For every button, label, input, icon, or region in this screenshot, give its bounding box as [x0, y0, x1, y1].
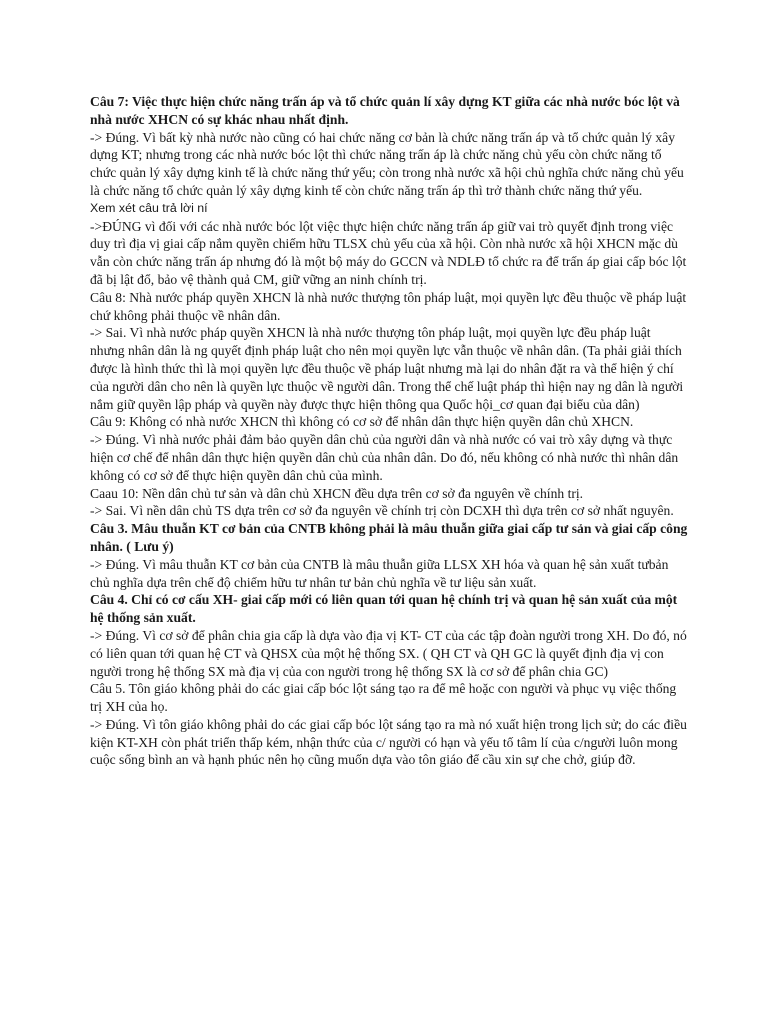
question-10-heading: Caau 10: Nền dân chủ tư sản và dân chủ XHCN đều dựa trên cơ sở đa nguyên về chính trị. — [90, 485, 584, 501]
question-5-answer: -> Đúng. Vì tôn giáo không phải do các giai cấp bóc lột sáng tạo ra mà nó xuất hiện trong lịch sử; do các điều kiện KT-XH còn phát triển thấp kém, nhận thức của c/ người có hạn và yếu tố tâm lí của c/người luôn mong cuộc sống bình an và hạnh phúc nên họ cũng muốn dựa vào tôn giáo để cầu xin sự che chở, giúp đỡ. — [90, 716, 687, 768]
question-7-answer: -> Đúng. Vì bất kỳ nhà nước nào cũng có hai chức năng cơ bản là chức năng trấn áp và tổ chức quản lý xây dựng KT; nhưng trong các nhà nước bóc lột thì chức năng trấn áp là chức năng chủ yếu còn chức năng tổ chức quản lý xây dựng kinh tế là chức năng thứ yếu; còn trong nhà nước xã hội chủ nghĩa chức năng chủ yếu là chức năng tổ chức quản lý xây dựng kinh tế còn chức năng trấn áp thì trở thành chức năng thứ yếu. — [90, 129, 684, 198]
question-9-answer: -> Đúng. Vì nhà nước phải đảm bảo quyền dân chủ của người dân và nhà nước có vai trò xây dựng và thực hiện cơ chế để nhân dân thực hiện quyền dân chủ của nhân dân. Do đó, nếu không có nhà nước thì nhân dân không có cơ sở để thực hiện quyền dân chủ của mình. — [90, 432, 679, 483]
question-8-answer: -> Sai. Vì nhà nước pháp quyền XHCN là nhà nước thượng tôn pháp luật, mọi quyền lực đều pháp luật nhưng nhân dân là ng quyết định pháp luật cho nên mọi quyền lực vẫn thuộc về nhân dân. (Ta phải giải thích được là hình thức thì là mọi quyền lực đều thuộc về pháp luật nhưng mà lại do nhân đặt ra và thể hiện ý chí của người dân cho nên là quyền lực thuộc về người dân. Trong thể chế luật pháp thì hiện nay ng dân là người nắm giữ quyền lập pháp và quyền này được thực hiện thông qua Quốc hội_cơ quan đại biểu của dân) — [90, 325, 684, 412]
question-8-heading: Câu 8: Nhà nước pháp quyền XHCN là nhà nước thượng tôn pháp luật, mọi quyền lực đều thuộc về pháp luật chứ không phải thuộc về nhân dân. — [90, 289, 687, 323]
review-answer-note: Xem xét câu trả lời ní — [90, 200, 208, 215]
question-4-answer: -> Đúng. Vì cơ sở để phân chia gia cấp là dựa vào địa vị KT- CT của các tập đoàn người trong XH. Do đó, nó có liên quan tới quan hệ CT và QHSX của một hệ thống SX. ( QH CT và QH GC là quyết định địa vị con người trong hệ thống SX mà địa vị của con người trong hệ thống SX là cơ sở để phân chia GC) — [90, 627, 687, 679]
question-3-answer: -> Đúng. Vì mâu thuẫn KT cơ bản của CNTB là mâu thuẫn giữa LLSX XH hóa và quan hệ sản xuất tưbản chủ nghĩa dựa trên chế độ chiếm hữu tư nhân tư bản chủ nghĩa về tư liệu sản xuất. — [90, 556, 669, 590]
question-10-answer: -> Sai. Vì nền dân chủ TS dựa trên cơ sở đa nguyên về chính trị còn DCXH thì dựa trên cơ sở nhất nguyên. — [90, 503, 674, 519]
question-5-heading: Câu 5. Tôn giáo không phải do các giai cấp bóc lột sáng tạo ra để mê hoặc con người và phục vụ việc thống trị XH của họ. — [90, 681, 677, 715]
question-7-alt-answer: ->ĐÚNG vì đối với các nhà nước bóc lột việc thực hiện chức năng trấn áp giữ vai trò quyết định trong việc duy trì địa vị giai cấp nắm quyền chiếm hữu TLSX chủ yếu của xã hội. Còn nhà nước xã hội XHCN mặc dù vẫn còn chức năng trấn áp nhưng đó là một bộ máy do GCCN và NDLĐ tổ chức ra để trấn áp giai cấp bóc lột đã bị lật đổ, bảo vệ thành quả CM, giữ vững an ninh chính trị. — [90, 218, 687, 287]
question-9-heading: Câu 9: Không có nhà nước XHCN thì không có cơ sở để nhân dân thực hiện quyền dân chủ XHCN. — [90, 414, 634, 430]
question-4-heading: Câu 4. Chỉ có cơ cấu XH- giai cấp mới có liên quan tới quan hệ chính trị và quan hệ sản xuất của một hệ thống sản xuất. — [90, 592, 678, 626]
question-3-heading: Câu 3. Mâu thuẫn KT cơ bản của CNTB không phải là mâu thuẫn giữa giai cấp tư sản và giai cấp công nhân. ( Lưu ý) — [90, 521, 688, 554]
question-7-heading: Câu 7: Việc thực hiện chức năng trấn áp và tổ chức quản lí xây dựng KT giữa các nhà nước bóc lột và nhà nước XHCN có sự khác nhau nhất định. — [90, 94, 680, 127]
